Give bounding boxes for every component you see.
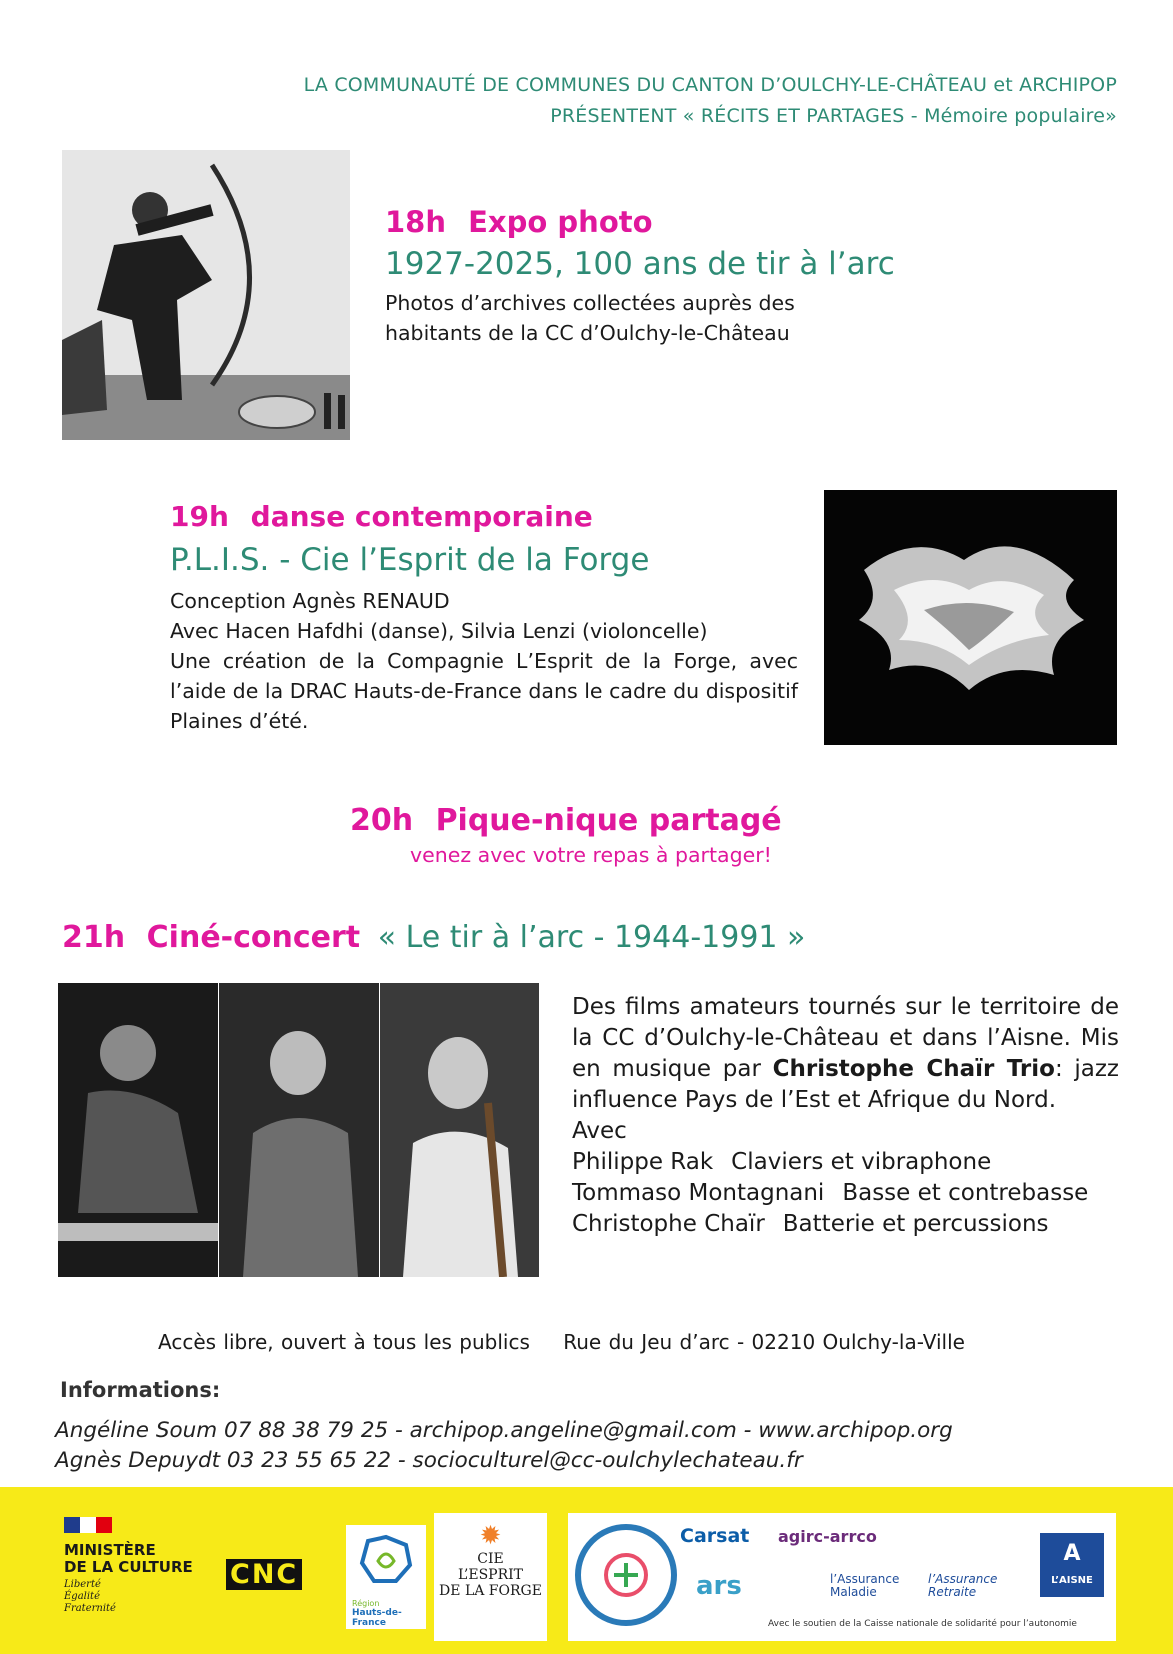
assurance-retraite-line-2: Retraite: [928, 1585, 977, 1599]
event-19h-line-2: Avec Hacen Hafdhi (danse), Silvia Lenzi (violoncelle): [170, 619, 708, 643]
region-logo: [346, 1525, 426, 1629]
event-21h-title: [62, 920, 805, 955]
event-19h-time: 19h: [170, 500, 229, 533]
esprit-line-2: L’ESPRIT: [457, 1567, 524, 1583]
contact-angeline: Angéline Soum 07 88 38 79 25 - archipop.angeline@gmail.com - www.archipop.org: [55, 1418, 953, 1443]
event-21h-name: Ciné-concert: [146, 920, 361, 955]
esprit-line-3: DE LA FORGE: [439, 1583, 542, 1599]
ministere-name-1: MINISTÈRE: [64, 1541, 156, 1559]
aisne-logo: [1040, 1533, 1104, 1597]
archer-illustration: [62, 150, 350, 440]
partners-logos: [568, 1513, 1116, 1641]
esprit-line-1: CIE: [477, 1551, 504, 1567]
carsat-logo: Carsat: [680, 1525, 750, 1547]
event-20h-title: [350, 803, 782, 838]
event-20h-subtitle: venez avec votre repas à partager!: [410, 843, 772, 867]
event-18h-subtitle: 1927-2025, 100 ans de tir à l’arc: [385, 246, 895, 282]
spark-icon: ✹: [479, 1521, 502, 1551]
event-21h-desc-part-2: : jazz influence Pays de l’Est et Afrique du Nord.: [572, 1056, 1119, 1113]
ministere-logo: [64, 1517, 214, 1615]
musician-name: Tommaso Montagnani: [572, 1180, 825, 1206]
musician-row: [572, 1178, 1119, 1209]
trio-name: Christophe Chaïr Trio: [772, 1056, 1055, 1082]
motto-2: Égalité: [64, 1591, 100, 1602]
header-line-1: LA COMMUNAUTÉ DE COMMUNES DU CANTON D’OULCHY-LE-CHÂTEAU et ARCHIPOP: [303, 74, 1117, 96]
region-label-1: Région: [352, 1599, 380, 1608]
sponsors-footer: [0, 1487, 1173, 1654]
assurance-retraite-logo: [928, 1573, 997, 1599]
musician-row: [572, 1209, 1119, 1240]
region-label-2: Hauts-de-France: [352, 1608, 402, 1628]
archer-photo: [62, 150, 350, 440]
event-19h-name: danse contemporaine: [250, 500, 593, 533]
assurance-maladie-logo: [830, 1573, 899, 1599]
event-18h-title: [385, 205, 653, 239]
header: [304, 70, 1117, 132]
assurance-retraite-line-1: l’Assurance: [928, 1572, 998, 1586]
dance-sculpture-photo: [824, 490, 1117, 745]
event-19h-line-3: Une création de la Compagnie L’Esprit de la Forge, avec l’aide de la DRAC Hauts-de-France dans le cadre du dispositif Plaines d’été.: [170, 649, 798, 733]
event-21h-desc-part-1: Des films amateurs tournés sur le territoire de la CC d’Oulchy-le-Château et dans l’Aisne. Mis en musique par: [572, 994, 1119, 1082]
motto-3: Fraternité: [64, 1603, 116, 1614]
contact-agnes: Agnès Depuydt 03 23 55 65 22 - socioculturel@cc-oulchylechateau.fr: [55, 1448, 803, 1473]
access-address: Rue du Jeu d’arc - 02210 Oulchy-la-Ville: [563, 1330, 965, 1354]
motto-1: Liberté: [64, 1579, 101, 1590]
event-19h-description: [170, 586, 798, 736]
assurance-maladie-line-1: l’Assurance: [830, 1572, 900, 1586]
with-label: Avec: [572, 1118, 627, 1144]
esprit-forge-logo: [434, 1513, 547, 1641]
event-18h-desc-line-2: habitants de la CC d’Oulchy-le-Château: [385, 321, 790, 345]
event-21h-time: 21h: [62, 920, 126, 955]
musician-role: Batterie et percussions: [782, 1211, 1049, 1237]
ministere-name-2: DE LA CULTURE: [64, 1558, 193, 1576]
event-18h-time: 18h: [385, 205, 447, 239]
assurance-maladie-line-2: Maladie: [830, 1585, 877, 1599]
musician-name: Christophe Chaïr: [572, 1211, 765, 1237]
france-map-heart-icon: [356, 1533, 416, 1587]
musician-row: [572, 1147, 1119, 1178]
musician-name: Philippe Rak: [572, 1149, 714, 1175]
event-18h-description: [385, 288, 795, 348]
access-text: Accès libre, ouvert à tous les publics: [158, 1330, 530, 1354]
event-21h-description: [572, 992, 1119, 1240]
musicians-illustration: [58, 983, 539, 1277]
event-20h-name: Pique-nique partagé: [435, 803, 782, 838]
musicians-photo: [58, 983, 539, 1277]
header-line-2: PRÉSENTENT « RÉCITS ET PARTAGES - Mémoire populaire»: [550, 105, 1117, 127]
aisne-label: L’AISNE: [1051, 1575, 1093, 1586]
cnsa-support-text: Avec le soutien de la Caisse nationale de solidarité pour l’autonomie: [768, 1619, 1077, 1629]
sculpture-illustration: [824, 490, 1117, 745]
aisne-mark-icon: A: [1063, 1541, 1081, 1566]
musician-role: Claviers et vibraphone: [731, 1149, 992, 1175]
ars-logo: ars: [696, 1571, 742, 1601]
event-19h-line-1: Conception Agnès RENAUD: [170, 589, 450, 613]
event-21h-film: « Le tir à l’arc - 1944-1991 »: [377, 920, 806, 955]
conference-financeurs-icon: [574, 1523, 678, 1627]
event-18h-name: Expo photo: [468, 205, 653, 239]
event-20h-time: 20h: [350, 803, 414, 838]
marianne-flag-icon: [64, 1517, 112, 1533]
musician-role: Basse et contrebasse: [842, 1180, 1089, 1206]
agirc-arrco-logo: agirc-arrco: [778, 1527, 877, 1546]
event-19h-subtitle: P.L.I.S. - Cie l’Esprit de la Forge: [170, 542, 650, 578]
info-title: Informations:: [60, 1378, 221, 1402]
event-18h-desc-line-1: Photos d’archives collectées auprès des: [385, 291, 795, 315]
event-19h-title: [170, 500, 593, 533]
cnc-logo: CNC: [226, 1559, 302, 1590]
access-info: [158, 1330, 965, 1354]
